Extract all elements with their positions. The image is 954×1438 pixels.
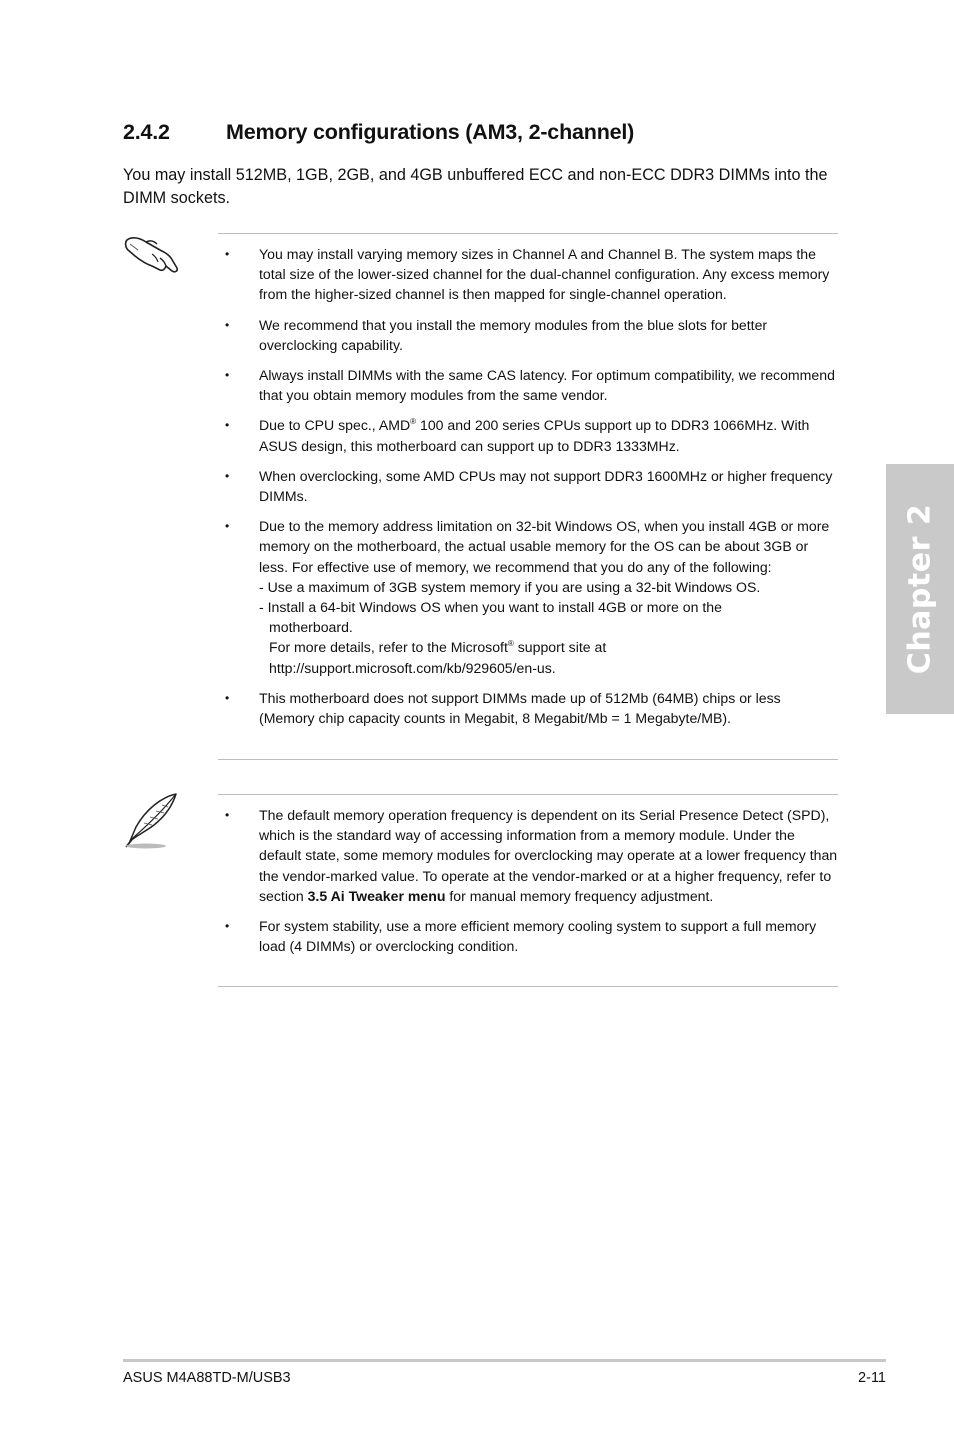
- bullet: •: [225, 919, 230, 934]
- note-box: [218, 794, 838, 987]
- option-64bit: - Install a 64-bit Windows OS when you want to install 4GB or more on the: [259, 599, 722, 616]
- section-heading: [123, 120, 634, 145]
- section-reference: 3.5 Ai Tweaker menu: [307, 887, 446, 904]
- registered-mark: ®: [507, 639, 514, 649]
- option-32bit: - Use a maximum of 3GB system memory if you are using a 32-bit Windows OS.: [259, 578, 761, 595]
- note-text: The default memory operation frequency is dependent on its Serial Presence Detect (SPD), which is the standard way of accessing information from a memory module. Under the default state, some memory modules for overclocking may operate at a lower frequency than the vendor-marked value. To operate at the vendor-marked or at a higher frequency, refer to section 3.5 Ai Tweaker menu for manual memory frequency adjustment.: [259, 807, 838, 904]
- note-text: Due to CPU spec., AMD® 100 and 200 series CPUs support up to DDR3 1066MHz. With ASUS design, this motherboard can support up to DDR3 1333MHz.: [259, 417, 810, 454]
- list-item: [218, 916, 838, 956]
- section-intro: You may install 512MB, 1GB, 2GB, and 4GB unbuffered ECC and non-ECC DDR3 DIMMs into the DIMM sockets.: [123, 166, 828, 207]
- note-text: When overclocking, some AMD CPUs may not support DDR3 1600MHz or higher frequency DIMMs.: [259, 467, 833, 505]
- section-title: Memory configurations (AM3, 2-channel): [226, 120, 635, 144]
- list-item: [218, 415, 838, 455]
- hand-pointing-icon: [124, 230, 180, 276]
- bullet: •: [225, 418, 230, 433]
- bullet: •: [225, 368, 230, 383]
- microsoft-details: For more details, refer to the Microsoft® support site at: [269, 639, 607, 656]
- list-item: [218, 315, 838, 355]
- note-text: You may install varying memory sizes in Channel A and Channel B. The system maps the total size of the lower-sized channel for the dual-channel configuration. Any excess memory from the higher-sized channel is then mapped for single-channel operation.: [259, 246, 830, 303]
- list-item: [218, 244, 838, 305]
- list-item: [218, 688, 838, 728]
- chapter-tab-label: Chapter 2: [902, 503, 938, 675]
- note-text: We recommend that you install the memory modules from the blue slots for better overclocking capability.: [259, 316, 768, 353]
- note-list: [218, 805, 838, 966]
- bullet: •: [225, 808, 230, 822]
- list-item: [218, 805, 838, 906]
- note-text: Always install DIMMs with the same CAS latency. For optimum compatibility, we recommend that you obtain memory modules from the same vendor.: [259, 367, 835, 404]
- footer-divider: [123, 1359, 886, 1362]
- chapter-tab: [886, 464, 954, 714]
- section-number: 2.4.2: [123, 120, 170, 144]
- important-notes-box: [218, 233, 838, 760]
- bullet: •: [225, 247, 230, 261]
- note-text: Due to the memory address limitation on 32-bit Windows OS, when you install 4GB or more memory on the motherboard, the actual usable memory for the OS can be about 3GB or less. For effective use of memory, we recommend that you do any of the following:: [259, 518, 830, 575]
- footer-model: ASUS M4A88TD-M/USB3: [123, 1370, 291, 1386]
- note-text: For system stability, use a more efficient memory cooling system to support a full memory load (4 DIMMs) or overclocking condition.: [259, 918, 817, 955]
- list-item: [218, 466, 838, 506]
- quill-pen-icon: [122, 791, 180, 851]
- support-url: http://support.microsoft.com/kb/929605/en-us.: [269, 659, 556, 676]
- note-text: This motherboard does not support DIMMs made up of 512Mb (64MB) chips or less (Memory chip capacity counts in Megabit, 8 Megabit/Mb = 1 Megabyte/MB).: [259, 689, 781, 727]
- list-item: [218, 365, 838, 405]
- important-notes-list: [218, 244, 838, 738]
- footer-page-number: 2-11: [858, 1370, 886, 1386]
- bullet: •: [225, 317, 230, 332]
- bullet: •: [225, 690, 230, 705]
- registered-mark: ®: [410, 417, 417, 427]
- option-64bit-cont: motherboard.: [269, 619, 353, 636]
- bullet: •: [225, 519, 230, 534]
- bullet: •: [225, 468, 230, 483]
- list-item: [218, 516, 838, 678]
